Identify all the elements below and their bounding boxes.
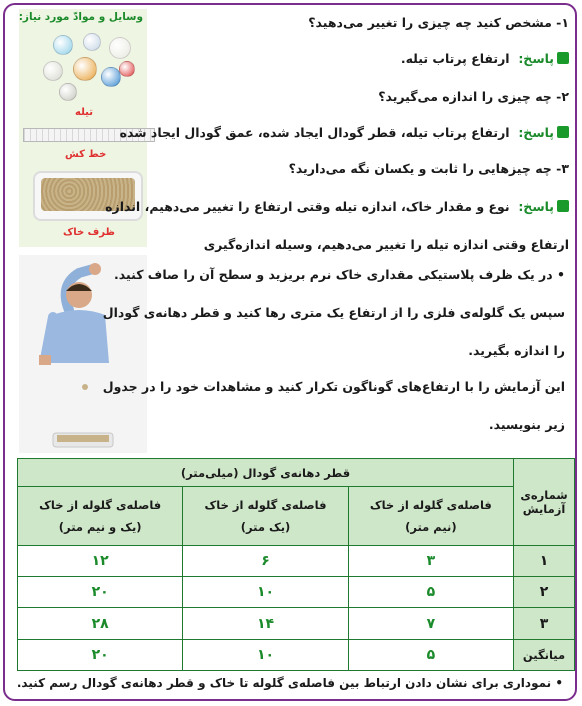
question-1: ۱- مشخص کنید چه چیزی را تغییر می‌دهید؟ xyxy=(308,15,569,30)
answer-3: پاسخ: نوع و مقدار خاک، اندازه تیله وقتی ارتفاع را تغییر می‌دهیم، اندازه xyxy=(105,197,569,217)
answer-1: پاسخ: ارتفاع پرتاب تیله. xyxy=(401,49,569,69)
trial-number-header: شماره‌ی آزمایش xyxy=(514,459,575,546)
question-3: ۳- چه چیزهایی را ثابت و یکسان نگه می‌دارید؟ xyxy=(288,161,569,176)
instruction-line-1: • در یک ظرف پلاستیکی مقداری خاک نرم بریزید و سطح آن را صاف کنید. xyxy=(114,267,565,282)
marbles-image xyxy=(39,31,135,101)
instruction-line-2: سپس یک گلوله‌ی فلزی را از ارتفاع یک متری رها کنید و قطر دهانه‌ی گودال xyxy=(102,305,565,320)
answer-3-continued: ارتفاع وقتی اندازه تیله را تغییر می‌دهیم، وسیله اندازه‌گیری xyxy=(203,237,569,252)
results-table xyxy=(17,458,575,671)
boy-dropping-ball-illustration xyxy=(19,255,147,453)
instruction-line-5: زیر بنویسید. xyxy=(488,417,565,432)
table-row: ۳ ۷ ۱۴ ۲۸ xyxy=(18,608,575,639)
answer-icon xyxy=(557,126,569,138)
instruction-line-4: این آزمایش را با ارتفاع‌های گوناگون تکرار کنید و مشاهدات خود را در جدول xyxy=(102,379,565,394)
question-2: ۲- چه چیزی را اندازه می‌گیرید؟ xyxy=(378,89,569,104)
marble-label: تیله xyxy=(75,107,93,118)
instruction-line-3: را اندازه بگیرید. xyxy=(468,343,565,358)
ruler-label: خط کش xyxy=(65,149,107,160)
worksheet-page xyxy=(3,3,577,701)
table-row: ۲ ۵ ۱۰ ۲۰ xyxy=(18,577,575,608)
table-row: ۱ ۳ ۶ ۱۲ xyxy=(18,545,575,576)
graph-instruction: • نموداری برای نشان دادن ارتباط بین فاصله‌ی گلوله تا خاک و قطر دهانه‌ی گودال رسم کنید. xyxy=(16,676,563,690)
col-header-one-half-meter: فاصله‌ی گلوله از خاک (یک و نیم متر) xyxy=(18,487,183,546)
tray-label: ظرف خاک xyxy=(63,227,115,238)
col-header-one-meter: فاصله‌ی گلوله از خاک (یک متر) xyxy=(183,487,348,546)
answer-icon xyxy=(557,200,569,212)
answer-icon xyxy=(557,52,569,64)
experiment-photo xyxy=(19,255,147,453)
materials-title: وسایل و موادّ مورد نیاز: xyxy=(18,11,143,23)
crater-diameter-header: قطر دهانه‌ی گودال (میلی‌متر) xyxy=(18,459,514,487)
answer-2: پاسخ: ارتفاع پرتاب تیله، قطر گودال ایجاد شده، عمق گودال ایجاد شده xyxy=(120,123,569,143)
table-row-average: میانگین ۵ ۱۰ ۲۰ xyxy=(18,639,575,670)
col-header-half-meter: فاصله‌ی گلوله از خاک (نیم متر) xyxy=(348,487,513,546)
